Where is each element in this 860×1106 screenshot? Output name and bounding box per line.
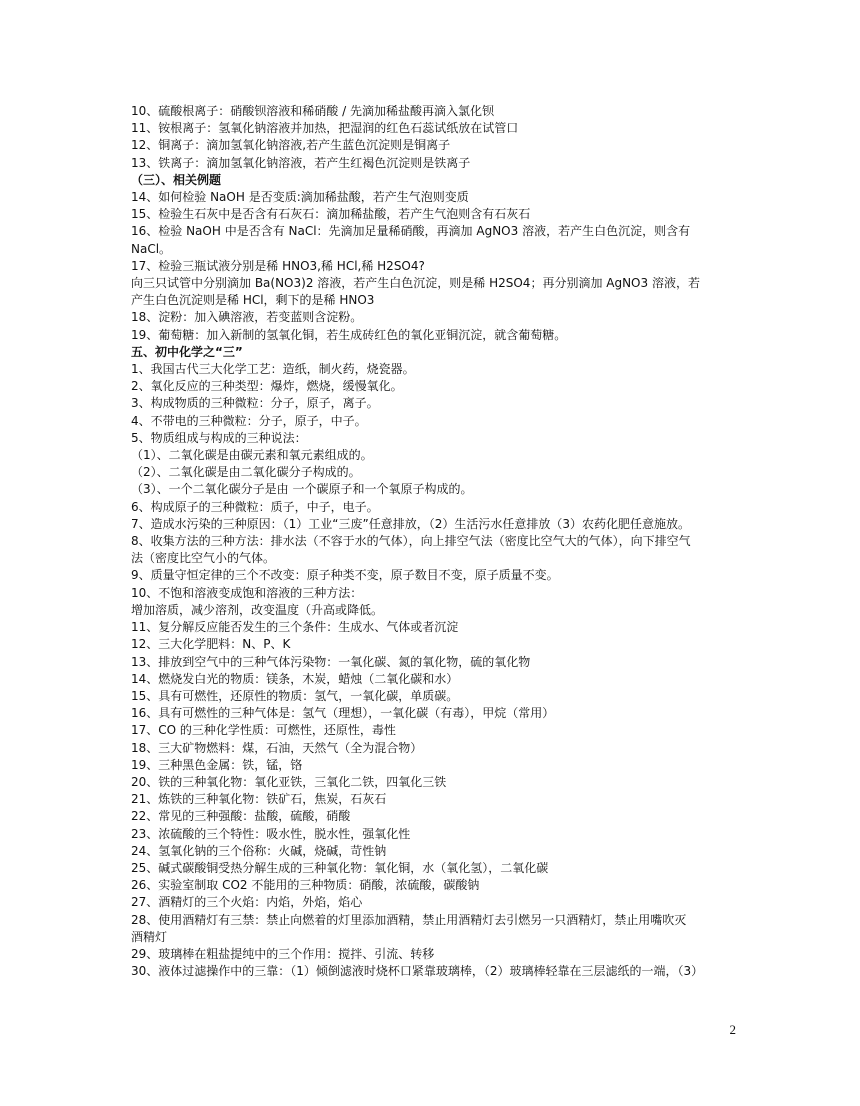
text-line: 14、如何检验 NaOH 是否变质:滴加稀盐酸，若产生气泡则变质: [131, 190, 469, 205]
text-line: 13、铁离子：滴加氢氧化钠溶液，若产生红褐色沉淀则是铁离子: [131, 155, 471, 170]
text-line: 25、碱式碳酸铜受热分解生成的三种氧化物：氧化铜，水（氧化氢），二氧化碳: [131, 860, 549, 875]
text-line: 17、CO 的三种化学性质：可燃性，还原性，毒性: [131, 723, 396, 738]
text-line: 27、酒精灯的三个火焰：内焰，外焰，焰心: [131, 895, 363, 910]
text-line: 20、铁的三种氧化物：氧化亚铁，三氧化二铁，四氧化三铁: [131, 774, 447, 789]
text-line: （3）、一个二氧化碳分子是由 一个碳原子和一个氧原子构成的。: [131, 482, 473, 497]
text-line: 增加溶质，减少溶剂，改变温度（升高或降低。: [131, 602, 384, 617]
text-line: 8、收集方法的三种方法：排水法（不容于水的气体），向上排空气法（密度比空气大的气体），向下排空气: [131, 534, 691, 549]
text-line: 15、检验生石灰中是否含有石灰石：滴加稀盐酸，若产生气泡则含有石灰石: [131, 207, 531, 222]
text-line: 5、物质组成与构成的三种说法：: [131, 430, 307, 445]
text-line: 3、构成物质的三种微粒：分子，原子，离子。: [131, 396, 379, 411]
text-line: 9、质量守恒定律的三个不改变：原子种类不变，原子数目不变，原子质量不变。: [131, 568, 559, 583]
text-line: 12、三大化学肥料：N、P、K: [131, 637, 291, 652]
text-line: 26、实验室制取 CO2 不能用的三种物质：硝酸，浓硫酸，碳酸钠: [131, 878, 480, 893]
text-line: 19、三种黑色金属：铁，锰，铬: [131, 757, 303, 772]
text-line: 18、三大矿物燃料：煤，石油，天然气（全为混合物）: [131, 740, 423, 755]
text-line: 16、具有可燃性的三种气体是：氢气（理想），一氧化碳（有毒），甲烷（常用）: [131, 706, 555, 721]
text-line: 17、检验三瓶试液分别是稀 HNO3,稀 HCl,稀 H2SO4?: [131, 258, 425, 273]
section-heading: （三）、相关例题: [131, 172, 222, 187]
text-line: 29、玻璃棒在粗盐提纯中的三个作用：搅拌、引流、转移: [131, 946, 435, 961]
text-line: 酒精灯: [131, 929, 168, 944]
text-line: 14、燃烧发白光的物质：镁条，木炭，蜡烛（二氧化碳和水）: [131, 671, 459, 686]
text-line: 产生白色沉淀则是稀 HCl，剩下的是稀 HNO3: [131, 293, 375, 308]
text-line: 10、不饱和溶液变成饱和溶液的三种方法：: [131, 585, 363, 600]
text-line: 11、铵根离子：氢氧化钠溶液并加热，把湿润的红色石蕊试纸放在试管口: [131, 121, 519, 136]
section-heading: 五、初中化学之“三”: [131, 344, 243, 359]
text-line: 11、复分解反应能否发生的三个条件：生成水、气体或者沉淀: [131, 620, 459, 635]
text-line: NaCl。: [131, 241, 172, 256]
text-line: 23、浓硫酸的三个特性：吸水性，脱水性，强氧化性: [131, 826, 411, 841]
text-line: 13、排放到空气中的三种气体污染物：一氧化碳、氮的氧化物，硫的氧化物: [131, 654, 531, 669]
text-line: 30、液体过滤操作中的三靠：（1）倾倒滤液时烧杯口紧靠玻璃棒，（2）玻璃棒轻靠在三层滤纸的一端，（3）: [131, 964, 704, 979]
text-line: 7、造成水污染的三种原因：（1）工业“三废”任意排放，（2）生活污水任意排放（3）农药化肥任意施放。: [131, 516, 690, 531]
text-line: 4、不带电的三种微粒：分子，原子，中子。: [131, 413, 367, 428]
text-line: （1）、二氧化碳是由碳元素和氧元素组成的。: [131, 448, 373, 463]
text-line: 12、铜离子：滴加氢氧化钠溶液,若产生蓝色沉淀则是铜离子: [131, 138, 451, 153]
text-line: 18、淀粉：加入碘溶液，若变蓝则含淀粉。: [131, 310, 363, 325]
page-number: 2: [729, 1022, 736, 1037]
text-line: 28、使用酒精灯有三禁：禁止向燃着的灯里添加酒精，禁止用酒精灯去引燃另一只酒精灯，禁止用嘴吹灭: [131, 912, 687, 927]
text-line: 6、构成原子的三种微粒：质子，中子，电子。: [131, 499, 379, 514]
text-line: 1、我国古代三大化学工艺：造纸，制火药，烧瓷器。: [131, 362, 415, 377]
text-line: 2、氧化反应的三种类型：爆炸，燃烧，缓慢氧化。: [131, 379, 403, 394]
text-line: 22、常见的三种强酸：盐酸，硫酸，硝酸: [131, 809, 351, 824]
text-line: 法（密度比空气小的气体。: [131, 551, 276, 566]
text-line: 向三只试管中分别滴加 Ba(NO3)2 溶液，若产生白色沉淀，则是稀 H2SO4；再分别滴加 AgNO3 溶液，若: [131, 276, 700, 291]
text-line: 24、氢氧化钠的三个俗称：火碱，烧碱，苛性钠: [131, 843, 387, 858]
text-line: 15、具有可燃性，还原性的物质：氢气，一氧化碳，单质碳。: [131, 688, 459, 703]
text-line: 10、硫酸根离子：硝酸钡溶液和稀硝酸 / 先滴加稀盐酸再滴入氯化钡: [131, 104, 494, 118]
text-line: 21、炼铁的三种氧化物：铁矿石，焦炭，石灰石: [131, 792, 387, 807]
text-line: 19、葡萄糖：加入新制的氢氧化铜，若生成砖红色的氧化亚铜沉淀，就含葡萄糖。: [131, 327, 567, 342]
text-line: 16、检验 NaOH 中是否含有 NaCl：先滴加足量稀硝酸，再滴加 AgNO3 溶液，若产生白色沉淀，则含有: [131, 224, 691, 239]
document-body: [131, 103, 740, 980]
text-line: （2）、二氧化碳是由二氧化碳分子构成的。: [131, 465, 361, 480]
